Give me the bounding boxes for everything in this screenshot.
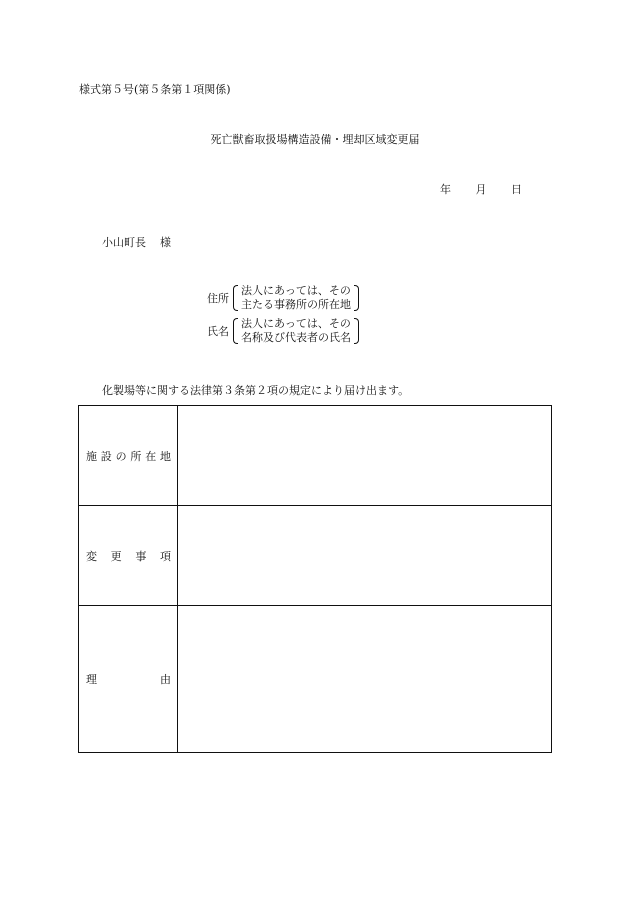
right-bracket <box>354 318 359 344</box>
statement: 化製場等に関する法律第３条第２項の規定により届け出ます。 <box>102 384 410 397</box>
name-note <box>231 317 359 345</box>
change-items-label: 変 更 事 項 <box>79 506 178 605</box>
addressee-name: 小山町長 <box>102 236 146 249</box>
form-table <box>78 405 552 753</box>
date-line <box>440 181 522 197</box>
reason-label: 理 由 <box>79 606 178 752</box>
facility-location-field[interactable] <box>178 406 551 505</box>
address-note-line2: 主たる事務所の所在地 <box>241 298 351 311</box>
name-label: 氏名 <box>207 325 229 338</box>
addressee <box>102 234 171 250</box>
name-note-line2: 名称及び代表者の氏名 <box>241 331 351 344</box>
document-title: 死亡獣畜取扱場構造設備・埋却区域変更届 <box>210 133 420 146</box>
applicant-name-row <box>207 316 359 346</box>
date-year-label: 年 <box>440 183 451 196</box>
left-bracket <box>233 318 238 344</box>
right-bracket <box>354 285 359 311</box>
applicant-block <box>207 283 359 349</box>
name-note-line1: 法人にあっては、その <box>241 317 351 330</box>
address-label: 住所 <box>207 292 229 305</box>
addressee-honorific: 様 <box>160 236 171 249</box>
change-items-field[interactable] <box>178 506 551 605</box>
reason-field[interactable] <box>178 606 551 752</box>
date-day-label: 日 <box>511 183 522 196</box>
address-note <box>231 284 359 312</box>
facility-location-label: 施 設 の 所 在 地 <box>79 406 178 505</box>
table-row-change-items <box>79 505 551 605</box>
left-bracket <box>233 285 238 311</box>
date-month-label: 月 <box>475 183 487 196</box>
applicant-address-row <box>207 283 359 313</box>
table-row-reason <box>79 605 551 752</box>
form-number: 様式第５号(第５条第１項関係) <box>79 83 231 96</box>
table-row-facility-location <box>79 406 551 505</box>
address-note-line1: 法人にあっては、その <box>241 284 351 297</box>
